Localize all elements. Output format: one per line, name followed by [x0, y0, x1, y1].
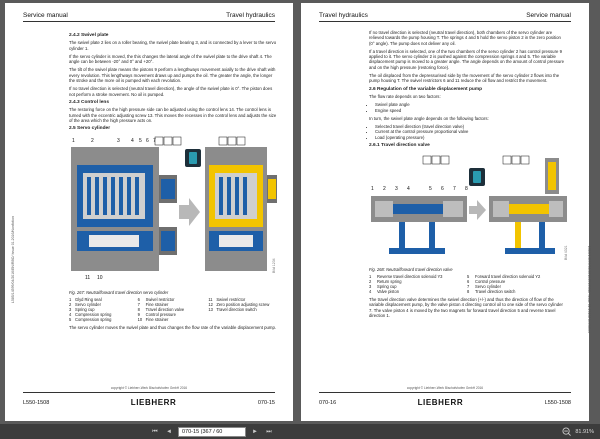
figure-caption: Fig. 267: Neutral/forward travel direction servo cylinder: [69, 289, 169, 295]
side-document-code: L585/14599/04/2016/EN/RBO/ Issue 01.2016/Nonfiction: [11, 216, 15, 303]
paragraph: The tilt of the swivel plate means the pistons 9 perform a lengthways movement axially to the drive shaft with every revolution. This lengthways movement draws up and pumps the oil. The greater the angle, the longer the stroke and the more oil is pumped with each revolution.: [69, 67, 276, 84]
side-document-code: L585/14599/04/2016/EN/RBO/ Issue 01.2016/Nonfiction: [587, 246, 591, 333]
header-right: Service manual: [526, 12, 571, 19]
paragraph: In turn, the swivel plate angle depends on the following factors:: [369, 115, 489, 121]
legend-number: 11: [208, 297, 213, 303]
page-header: [23, 12, 275, 19]
callout-number: 8: [465, 186, 468, 193]
page-navigation: [150, 427, 274, 437]
legend-label: Swivel restrictor: [216, 297, 246, 303]
figure-code: Bild 4321: [564, 245, 568, 261]
legend-label: Control pressure: [475, 278, 506, 284]
zoom-out-icon[interactable]: [562, 427, 571, 436]
factor-list: [369, 102, 565, 113]
copyright-notice: copyright © Liebherr-Werk Bischofshofen GmbH 2016: [110, 386, 188, 390]
page-header: [319, 12, 571, 19]
callout-number: 3: [117, 138, 120, 145]
travel-direction-switch-icon: [469, 168, 485, 186]
callout-number: 7: [453, 186, 456, 193]
legend-number: 1: [69, 297, 72, 303]
legend-label: Glyd Ring seal: [75, 297, 102, 303]
zoom-controls: [562, 427, 594, 436]
legend-number: 13: [208, 307, 213, 313]
legend-number: 8: [467, 288, 470, 294]
legend-number: 3: [369, 283, 372, 289]
legend-number: 2: [69, 302, 72, 308]
header-left: Service manual: [23, 12, 68, 19]
legend-number: 3: [69, 307, 72, 313]
section-title: 2.4.3 Control lens: [69, 99, 109, 105]
servo-cylinder-figure: [69, 135, 279, 285]
paragraph: The swivel plate 2 lies on a roller bearing, the swivel plate bearing 3, and is connected by a lever to the servo cylinder 1.: [69, 40, 277, 51]
callout-number: 1: [72, 138, 75, 145]
legend-label: Swivel restrictor: [145, 297, 175, 303]
legend-number: 12: [208, 302, 213, 308]
legend-label: Spring cup: [377, 283, 397, 289]
travel-direction-switch-symbols: [155, 137, 245, 145]
transition-arrow: [469, 200, 486, 220]
legend-label: Compression spring: [75, 312, 112, 318]
legend-number: 5: [69, 317, 72, 323]
callout-number: 4: [407, 186, 410, 193]
callout-number: 5: [139, 138, 142, 145]
legend-number: 2: [369, 278, 372, 284]
footer-divider: [23, 392, 275, 393]
factor-list: [369, 124, 565, 140]
legend-label: Fine strainer: [145, 317, 169, 323]
legend-number: [208, 317, 216, 322]
paragraph: If a travel direction is selected, one of the two chambers of the servo cylinder 2 has control pressure 9 applied to it. The servo cylinder 2 is pushed against the compression springs 4 and 5. The variable displacement pump is moved to a greater angle. The angle depends on the amount of control pressure and on the high pressure (restoring force).: [369, 48, 565, 70]
zoom-level[interactable]: 81.91%: [575, 428, 594, 435]
paragraph: If no travel direction is selected (neutral travel direction), both chambers of the servo cylinder are relieved towards the pump housing T. The springs 4 and 5 hold the servo piston 2 in the zero position (0° angle). The pump does not deliver any oil.: [369, 30, 561, 46]
servo-cylinder-neutral-drawing: [71, 147, 177, 271]
list-item: • Selected travel direction (travel direction valve): [375, 124, 565, 129]
viewer-toolbar: [0, 424, 600, 439]
legend-number: 7: [137, 302, 140, 308]
legend-number: 10: [137, 317, 143, 323]
page-footer: [319, 398, 571, 407]
callout-number: 10: [97, 275, 103, 282]
legend-label: Servo cylinder: [75, 302, 101, 308]
legend-number: 6: [137, 297, 140, 303]
list-item: • Current at the control pressure proportional valve: [375, 129, 565, 134]
section-title: 2.6.1 Travel direction valve: [369, 143, 430, 149]
list-item: • Load (operating pressure): [375, 135, 565, 140]
page-number-input[interactable]: 070-15 (367 / 60: [178, 427, 246, 437]
document-page-left: [5, 3, 293, 421]
footer-right: L550-1508: [544, 399, 571, 406]
legend-label: Forward travel direction solenoid Y2: [475, 273, 541, 279]
liebherr-logo: LIEBHERR: [130, 398, 177, 407]
header-left: Travel hydraulics: [319, 12, 368, 19]
list-item: • Swivel plate angle: [375, 102, 565, 107]
legend-label: Fine strainer: [145, 302, 169, 308]
header-divider: [23, 21, 275, 22]
callout-number: 3: [395, 186, 398, 193]
servo-cylinder-forward-drawing: [205, 147, 277, 271]
page-number: 070-16: [319, 399, 337, 406]
legend-label: Travel direction valve: [145, 307, 185, 313]
paragraph: The travel direction valve determines the swivel direction (+/-) and thus the direction of flow of the variable displacement pump, by the valve piston 4 directing control oil to one side of the servo cylinder 7. The valve piston 4 is moved by the two magnets for forward travel direction 5 and reverse travel direction 1.: [369, 296, 563, 318]
legend-number: 4: [69, 312, 72, 318]
section-title: 2.6 Regulation of the variable displacement pump: [369, 86, 483, 92]
list-item: • Engine speed: [375, 108, 565, 113]
callout-number: 1: [371, 186, 374, 193]
travel-direction-valve-figure: [369, 152, 569, 262]
legend-label: Servo cylinder: [475, 283, 501, 289]
figure-legend: [69, 297, 279, 322]
transition-arrow: [179, 198, 200, 226]
paragraph: The oil displaced from the depressurised side by the movement of the servo cylinder 2 flows into the pump housing T. The swivel restrictors 6 and 11 reduce the oil flow and restrict the movement.: [369, 73, 560, 84]
legend-label: Travel direction switch: [475, 288, 516, 294]
last-page-icon[interactable]: ⏭: [266, 428, 272, 435]
legend-number: 8: [137, 307, 140, 313]
footer-divider: [319, 392, 571, 393]
liebherr-logo: LIEBHERR: [417, 398, 464, 407]
valve-neutral-drawing: [371, 196, 467, 254]
footer-left: L550-1508: [23, 399, 50, 406]
legend-number: 6: [467, 278, 470, 284]
travel-direction-switch-symbols: [423, 156, 529, 164]
document-page-right: [301, 3, 589, 421]
next-page-icon[interactable]: ►: [252, 429, 258, 435]
legend-number: 9: [137, 312, 140, 318]
paragraph: The flow rate depends on two factors:: [369, 93, 441, 99]
callout-number: 4: [131, 138, 134, 145]
legend-label: Control pressure: [145, 312, 176, 318]
page-footer: [23, 398, 275, 407]
legend-label: Spring cup: [75, 307, 95, 313]
legend-label: Zero position adjusting screw: [216, 302, 270, 308]
page-body: [69, 30, 279, 333]
callout-number: 7: [153, 138, 156, 145]
callout-number: 2: [383, 186, 386, 193]
paragraph: The restoring force on the high pressure side can be adjusted using the control lens 14. The control lens is turned with the eccentric adjusting screw 13. This moves the recesses in the control lens and adjusts the size of the area which the high pressure acts on.: [69, 107, 277, 123]
paragraph: The servo cylinder moves the swivel plate and thus changes the flow rate of the variable displacement pump.: [69, 325, 277, 331]
header-divider: [319, 21, 571, 22]
previous-page-icon[interactable]: ◄: [166, 429, 172, 435]
callout-number: 11: [85, 275, 91, 282]
legend-number: 4: [369, 288, 372, 294]
copyright-notice: copyright © Liebherr-Werk Bischofshofen GmbH 2016: [406, 386, 484, 390]
legend-label: [216, 317, 279, 322]
legend-label: Return spring: [377, 278, 402, 284]
figure-legend: [369, 274, 565, 294]
header-right: Travel hydraulics: [226, 12, 275, 19]
figure-caption: Fig. 268: Neutral/forward travel direction valve: [369, 266, 453, 272]
legend-number: 1: [369, 273, 372, 279]
callout-number: 6: [146, 138, 149, 145]
section-title: 2.4.2 Swivel plate: [69, 33, 109, 38]
travel-direction-switch-icon: [185, 149, 201, 167]
page-body: [369, 30, 568, 321]
page-number: 070-15: [257, 399, 275, 406]
legend-number: 5: [467, 273, 470, 279]
callout-number: 2: [91, 138, 94, 145]
paragraph: If the servo cylinder is moved, the this changes the lateral angle of the swivel plate to the drive shaft 4. The angle can be between -20° and 0° and +20°.: [69, 53, 272, 65]
section-title: 2.5 Servo cylinder: [69, 126, 111, 132]
legend-number: 7: [467, 283, 470, 289]
legend-label: Reverse travel direction solenoid Y3: [377, 273, 443, 279]
callout-number: 6: [441, 186, 444, 193]
first-page-icon[interactable]: ⏮: [152, 428, 158, 435]
callout-number: 5: [429, 186, 432, 193]
figure-code: Bild 1234: [272, 258, 276, 274]
paragraph: If no travel direction is selected (neutral travel direction), the angle of the swivel plate is 0°. The piston does not perform a stroke movement. No oil is pumped.: [69, 86, 273, 97]
valve-forward-drawing: [489, 158, 567, 254]
legend-label: Compression spring: [75, 317, 112, 323]
legend-label: Travel direction switch: [216, 307, 257, 313]
legend-label: Valve piston: [377, 288, 399, 294]
